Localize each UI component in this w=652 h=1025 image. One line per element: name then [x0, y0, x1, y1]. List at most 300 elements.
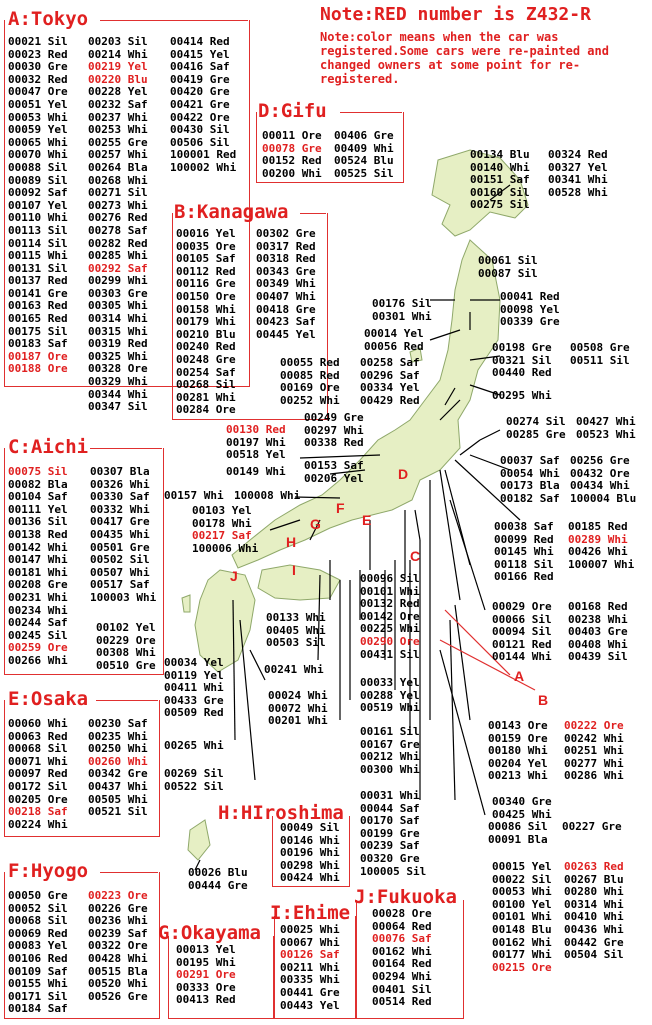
- entry: 00420 Gre: [170, 85, 230, 99]
- gifu-col-2: [334, 130, 394, 180]
- entry: 00041 Red: [500, 290, 560, 303]
- entry: 00257 Whi: [88, 148, 148, 162]
- fukuoka-col-1: [372, 908, 432, 1009]
- entry: 00280 Whi: [564, 885, 624, 899]
- entry: 00411 Whi: [164, 681, 224, 695]
- entry: 00517 Saf: [90, 578, 150, 592]
- map-label-14: [506, 416, 566, 441]
- entry: 00028 Ore: [372, 907, 432, 920]
- entry: 00268 Whi: [88, 173, 148, 187]
- entry: 00105 Saf: [176, 252, 236, 266]
- entry: 00329 Whi: [88, 375, 148, 389]
- entry: 00224 Whi: [8, 817, 68, 831]
- entry: 00410 Whi: [564, 910, 624, 924]
- entry: 00069 Red: [8, 926, 68, 940]
- entry: 00523 Whi: [576, 427, 636, 441]
- entry: 00172 Sil: [8, 779, 68, 793]
- entry: 00239 Saf: [360, 839, 420, 853]
- entry: 00215 Ore: [492, 960, 552, 974]
- marker-j: J: [230, 568, 238, 584]
- entry: 00016 Yel: [176, 227, 236, 240]
- entry: 00291 Ore: [176, 968, 236, 982]
- marker-i: I: [292, 562, 296, 578]
- entry: 00528 Whi: [548, 185, 608, 199]
- entry: 00107 Yel: [8, 198, 68, 212]
- entry: 00418 Gre: [256, 302, 316, 316]
- map-label-31: [264, 664, 324, 677]
- entry: 00234 Whi: [8, 603, 68, 617]
- entry: 00198 Gre: [492, 341, 552, 354]
- entry: 00442 Gre: [564, 935, 624, 949]
- entry: 00232 Saf: [88, 97, 148, 111]
- entry: 00021 Sil: [8, 35, 68, 48]
- entry: 00082 Bla: [8, 477, 68, 491]
- hyogo-col-2: [88, 890, 148, 1003]
- map-label-23: [494, 521, 554, 584]
- map-label-30: [164, 657, 224, 720]
- entry: 100007 Whi: [568, 557, 635, 571]
- entry: 00103 Yel: [192, 504, 252, 517]
- entry: 00101 Whi: [360, 584, 420, 598]
- entry: 00341 Whi: [548, 173, 608, 187]
- entry: 00014 Yel: [364, 327, 424, 340]
- entry: 00185 Red: [568, 520, 628, 533]
- marker-f: F: [336, 500, 345, 516]
- entry: 00273 Whi: [88, 198, 148, 212]
- entry: 00181 Whi: [8, 565, 68, 579]
- entry: 00092 Saf: [8, 186, 68, 200]
- entry: 00318 Red: [256, 252, 316, 266]
- entry: 00152 Red: [262, 154, 322, 168]
- entry: 00115 Whi: [8, 249, 68, 263]
- entry: 00137 Red: [8, 274, 68, 288]
- tokyo-col-3: [170, 36, 236, 175]
- entry: 00085 Red: [280, 368, 340, 382]
- entry: 00253 Whi: [88, 123, 148, 137]
- entry: 00256 Gre: [570, 454, 630, 467]
- hiroshima-col-1: [280, 822, 340, 885]
- entry: 00059 Yel: [8, 123, 68, 137]
- entry: 00254 Saf: [176, 365, 236, 379]
- entry: 00422 Ore: [170, 110, 230, 124]
- entry: 00165 Red: [8, 312, 68, 326]
- entry: 00089 Sil: [8, 173, 68, 187]
- entry: 00145 Whi: [494, 545, 554, 559]
- entry: 00228 Yel: [88, 85, 148, 99]
- entry: 00110 Whi: [8, 211, 68, 225]
- entry: 00317 Red: [256, 239, 316, 253]
- entry: 00268 Sil: [176, 378, 236, 392]
- map-label-9: [280, 357, 340, 407]
- osaka-col-1: [8, 718, 68, 831]
- entry: 00252 Whi: [280, 393, 340, 407]
- entry: 00147 Whi: [8, 553, 68, 567]
- entry: 00518 Yel: [226, 448, 286, 462]
- entry: 00505 Whi: [88, 792, 148, 806]
- entry: 00245 Sil: [8, 628, 68, 642]
- entry: 00330 Saf: [90, 490, 150, 504]
- entry: 00183 Saf: [8, 337, 68, 351]
- note-title: Note:RED number is Z432-R: [320, 4, 591, 25]
- entry: 00231 Whi: [8, 590, 68, 604]
- entry: 00413 Red: [176, 993, 236, 1007]
- entry: 00267 Blu: [564, 872, 624, 886]
- entry: 00239 Saf: [88, 926, 148, 940]
- entry: 00201 Whi: [268, 714, 328, 728]
- entry: 00235 Whi: [88, 729, 148, 743]
- entry: 00091 Bla: [488, 832, 548, 846]
- map-label-12: [304, 412, 364, 450]
- entry: 00322 Ore: [88, 939, 148, 953]
- map-label-39: [492, 796, 552, 821]
- entry: 00236 Whi: [88, 914, 148, 928]
- entry: 00157 Whi: [164, 489, 224, 502]
- entry: 00301 Whi: [372, 309, 432, 323]
- map-label-43: [188, 867, 248, 892]
- map-label-25: [360, 573, 420, 661]
- map-label-8: [570, 342, 630, 367]
- tsushima-island: [182, 595, 190, 612]
- entry: 00168 Red: [568, 600, 628, 613]
- entry: 00290 Ore: [360, 634, 420, 648]
- entry: 00218 Saf: [8, 805, 68, 819]
- entry: 00211 Whi: [280, 960, 340, 974]
- entry: 00320 Gre: [360, 851, 420, 865]
- map-label-7: [492, 342, 552, 380]
- kanagawa-col-1: [176, 228, 236, 417]
- entry: 00175 Sil: [8, 324, 68, 338]
- entry: 00025 Whi: [280, 923, 340, 936]
- map-label-28: [492, 601, 552, 664]
- entry: 00324 Red: [548, 148, 608, 161]
- entry: 00118 Sil: [494, 557, 554, 571]
- entry: 00255 Gre: [88, 135, 148, 149]
- map-label-44: [492, 861, 552, 974]
- entry: 00430 Sil: [170, 123, 230, 137]
- entry: 00424 Whi: [280, 871, 340, 885]
- entry: 00334 Yel: [360, 381, 420, 395]
- hyogo-col-1: [8, 890, 68, 1016]
- map-label-45: [564, 861, 624, 962]
- entry: 00031 Whi: [360, 789, 420, 802]
- entry: 00184 Saf: [8, 1002, 68, 1016]
- kanagawa-col-2: [256, 228, 316, 341]
- entry: 00056 Red: [364, 339, 424, 353]
- entry: 00325 Whi: [88, 349, 148, 363]
- map-label-3: [478, 255, 538, 280]
- entry: 00423 Saf: [256, 315, 316, 329]
- entry: 00445 Yel: [256, 327, 316, 341]
- entry: 00148 Blu: [492, 922, 552, 936]
- entry: 00276 Red: [88, 211, 148, 225]
- entry: 00501 Gre: [90, 540, 150, 554]
- entry: 00206 Yel: [304, 471, 364, 485]
- entry: 00162 Whi: [372, 944, 432, 958]
- map-label-22: [192, 505, 258, 555]
- entry: 00078 Gre: [262, 141, 322, 155]
- entry: 00328 Ore: [88, 362, 148, 376]
- entry: 00436 Whi: [564, 922, 624, 936]
- entry: 00429 Red: [360, 393, 420, 407]
- entry: 00338 Red: [304, 436, 364, 450]
- entry: 00260 Whi: [88, 754, 148, 768]
- marker-a: A: [514, 668, 525, 684]
- entry: 00427 Whi: [576, 415, 636, 428]
- entry: 00503 Sil: [266, 636, 326, 650]
- entry: 100001 Red: [170, 148, 237, 162]
- entry: 00507 Whi: [90, 565, 150, 579]
- entry: 00177 Whi: [492, 948, 552, 962]
- entry: 00515 Bla: [88, 964, 148, 978]
- map-label-35: [564, 720, 624, 783]
- entry: 00065 Whi: [8, 135, 68, 149]
- entry: 00297 Whi: [304, 423, 364, 437]
- entry: 00094 Sil: [492, 625, 552, 639]
- entry: 00525 Sil: [334, 166, 394, 180]
- entry: 00511 Sil: [570, 353, 630, 367]
- map-label-10: [360, 357, 420, 407]
- entry: 00130 Red: [226, 423, 286, 436]
- entry: 00264 Bla: [88, 160, 148, 174]
- entry: 00038 Saf: [494, 520, 554, 533]
- entry: 00506 Sil: [170, 135, 230, 149]
- entry: 00119 Yel: [164, 668, 224, 682]
- map-label-42: [562, 821, 622, 834]
- entry: 00112 Red: [176, 264, 236, 278]
- entry: 00509 Red: [164, 706, 224, 720]
- entry: 00053 Whi: [492, 885, 552, 899]
- entry: 00179 Whi: [176, 315, 236, 329]
- entry: 00223 Ore: [88, 889, 148, 902]
- map-label-27: [266, 612, 326, 650]
- map-label-17: [304, 460, 364, 485]
- tokyo-col-1: [8, 36, 68, 376]
- entry: 00013 Yel: [176, 943, 236, 956]
- entry: 00510 Gre: [96, 658, 156, 672]
- entry: 00321 Sil: [492, 353, 552, 367]
- entry: 00333 Ore: [176, 980, 236, 994]
- entry: 00347 Sil: [88, 400, 148, 414]
- entry: 00298 Whi: [280, 858, 340, 872]
- entry: 00342 Gre: [88, 767, 148, 781]
- entry: 00508 Gre: [570, 341, 630, 354]
- entry: 00406 Gre: [334, 129, 394, 142]
- map-label-41: [488, 821, 548, 846]
- entry: 00502 Sil: [90, 553, 150, 567]
- entry: 00343 Gre: [256, 264, 316, 278]
- entry: 00121 Red: [492, 637, 552, 651]
- entry: 00098 Yel: [500, 302, 560, 316]
- entry: 00111 Yel: [8, 502, 68, 516]
- entry: 00050 Gre: [8, 889, 68, 902]
- entry: 00213 Whi: [488, 769, 548, 783]
- entry: 00106 Red: [8, 951, 68, 965]
- entry: 00195 Whi: [176, 955, 236, 969]
- map-label-5: [500, 291, 560, 329]
- entry: 00182 Saf: [500, 491, 560, 505]
- entry: 00258 Saf: [360, 356, 420, 369]
- map-label-26: [96, 622, 156, 672]
- map-label-38: [164, 768, 224, 793]
- entry: 00281 Whi: [176, 390, 236, 404]
- entry: 00315 Whi: [88, 324, 148, 338]
- map-label-29: [568, 601, 628, 664]
- entry: 00278 Saf: [88, 223, 148, 237]
- entry: 00030 Gre: [8, 60, 68, 74]
- entry: 00332 Whi: [90, 502, 150, 516]
- map-label-15: [576, 416, 636, 441]
- entry: 00292 Saf: [88, 261, 148, 275]
- entry: 00101 Whi: [492, 910, 552, 924]
- entry: 00302 Gre: [256, 227, 316, 240]
- entry: 00142 Whi: [8, 540, 68, 554]
- entry: 00417 Gre: [90, 515, 150, 529]
- entry: 00526 Gre: [88, 989, 148, 1003]
- ehime-col-1: [280, 924, 340, 1012]
- entry: 00149 Whi: [226, 465, 286, 478]
- entry: 00339 Gre: [500, 315, 560, 329]
- entry: 00134 Blu: [470, 148, 530, 161]
- entry: 00284 Ore: [176, 403, 236, 417]
- entry: 00275 Sil: [470, 198, 530, 212]
- entry: 00060 Whi: [8, 717, 68, 730]
- entry: 00314 Whi: [564, 897, 624, 911]
- entry: 100005 Sil: [360, 864, 427, 878]
- entry: 00266 Whi: [8, 653, 68, 667]
- entry: 00035 Ore: [176, 239, 236, 253]
- entry: 00444 Gre: [188, 878, 248, 892]
- tokyo-col-2: [88, 36, 148, 414]
- entry: 00047 Ore: [8, 85, 68, 99]
- entry: 00269 Sil: [164, 767, 224, 780]
- entry: 00227 Gre: [562, 820, 622, 833]
- entry: 00285 Gre: [506, 427, 566, 441]
- entry: 00133 Whi: [266, 611, 326, 624]
- entry: 00265 Whi: [164, 739, 224, 752]
- entry: 00294 Whi: [372, 969, 432, 983]
- entry: 00159 Ore: [488, 731, 548, 745]
- map-label-32: [360, 677, 420, 715]
- entry: 00015 Yel: [492, 860, 552, 873]
- entry: 00514 Red: [372, 995, 432, 1009]
- entry: 00180 Whi: [488, 744, 548, 758]
- entry: 00044 Saf: [360, 801, 420, 815]
- region-title-ehime: I:Ehime: [270, 902, 351, 924]
- shikoku-island: [258, 565, 340, 600]
- entry: 00083 Yel: [8, 939, 68, 953]
- entry: 00326 Whi: [90, 477, 150, 491]
- map-label-20: [164, 490, 224, 503]
- entry: 00433 Gre: [164, 693, 224, 707]
- entry: 00199 Gre: [360, 826, 420, 840]
- entry: 00504 Sil: [564, 948, 624, 962]
- entry: 00421 Gre: [170, 97, 230, 111]
- entry: 00519 Whi: [360, 701, 420, 715]
- okinawa-island: [188, 820, 210, 860]
- entry: 00286 Whi: [564, 769, 624, 783]
- entry: 00214 Whi: [88, 47, 148, 61]
- entry: 00335 Whi: [280, 973, 340, 987]
- entry: 00143 Ore: [488, 719, 548, 732]
- map-label-11: [492, 390, 552, 403]
- entry: 00076 Saf: [372, 932, 432, 946]
- entry: 00248 Gre: [176, 352, 236, 366]
- entry: 00416 Saf: [170, 60, 230, 74]
- entry: 00441 Gre: [280, 985, 340, 999]
- entry: 00408 Whi: [568, 637, 628, 651]
- entry: 100006 Whi: [192, 541, 259, 555]
- note-label: Note:: [320, 30, 357, 44]
- entry: 00126 Saf: [280, 948, 340, 962]
- entry: 00113 Sil: [8, 223, 68, 237]
- region-title-gifu: D:Gifu: [258, 100, 327, 122]
- entry: 00162 Whi: [492, 935, 552, 949]
- map-label-1: [470, 149, 530, 212]
- entry: 00061 Sil: [478, 254, 538, 267]
- entry: 00088 Sil: [8, 160, 68, 174]
- entry: 00409 Whi: [334, 141, 394, 155]
- entry: 00102 Yel: [96, 621, 156, 634]
- entry: 00308 Whi: [96, 646, 156, 660]
- entry: 00131 Sil: [8, 261, 68, 275]
- map-label-18: [500, 455, 560, 505]
- entry: 00032 Red: [8, 72, 68, 86]
- entry: 00249 Gre: [304, 411, 364, 424]
- entry: 00432 Ore: [570, 466, 630, 480]
- region-title-hyogo: F:Hyogo: [8, 860, 89, 882]
- gifu-col-1: [262, 130, 322, 180]
- entry: 00415 Yel: [170, 47, 230, 61]
- map-label-16: [226, 466, 286, 479]
- entry: 00171 Sil: [8, 989, 68, 1003]
- entry: 00259 Ore: [8, 641, 68, 655]
- entry: 100003 Whi: [90, 590, 157, 604]
- region-title-osaka: E:Osaka: [8, 688, 89, 710]
- entry: 00166 Red: [494, 570, 554, 584]
- map-label-37: [164, 740, 224, 753]
- entry: 00212 Whi: [360, 750, 420, 764]
- entry: 00225 Whi: [360, 622, 420, 636]
- entry: 00187 Ore: [8, 349, 68, 363]
- map-label-21: [234, 490, 300, 503]
- entry: 00242 Whi: [564, 731, 624, 745]
- map-label-6: [364, 328, 424, 353]
- entry: 00067 Whi: [280, 935, 340, 949]
- map-label-4: [372, 298, 432, 323]
- entry: 00096 Sil: [360, 572, 420, 585]
- entry: 00033 Yel: [360, 676, 420, 689]
- okayama-col-1: [176, 944, 236, 1007]
- entry: 00226 Gre: [88, 901, 148, 915]
- entry: 00150 Ore: [176, 289, 236, 303]
- aichi-col-1: [8, 466, 68, 668]
- entry: 00296 Saf: [360, 368, 420, 382]
- map-label-34: [488, 720, 548, 783]
- entry: 00340 Gre: [492, 795, 552, 808]
- entry: 00169 Ore: [280, 381, 340, 395]
- entry: 00522 Sil: [164, 779, 224, 793]
- entry: 00197 Whi: [226, 435, 286, 449]
- entry: 00414 Red: [170, 35, 230, 48]
- entry: 00155 Whi: [8, 977, 68, 991]
- entry: 00142 Ore: [360, 609, 420, 623]
- entry: 00439 Sil: [568, 650, 628, 664]
- entry: 00037 Saf: [500, 454, 560, 467]
- map-label-33: [268, 690, 328, 728]
- entry: 00158 Whi: [176, 302, 236, 316]
- entry: 00431 Sil: [360, 647, 420, 661]
- note-body: color means when the car was registered.Some cars were re-painted and changed owners at some point for re-registered.: [320, 30, 609, 86]
